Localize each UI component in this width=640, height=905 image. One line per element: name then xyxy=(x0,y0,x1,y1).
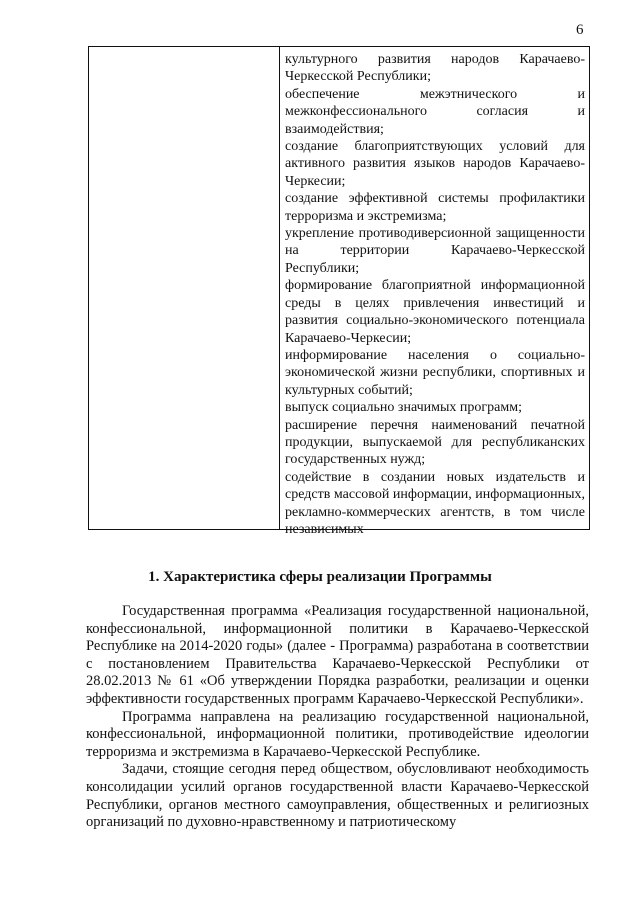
section-title: 1. Характеристика сферы реализации Программы xyxy=(148,569,492,585)
list-item: расширение перечня наименований печатной продукции, выпускаемой для республиканских государственных нужд; xyxy=(285,417,585,468)
section-body xyxy=(86,603,589,832)
list-item: обеспечение межэтнического и межконфессионального согласия и взаимодействия; xyxy=(285,86,585,137)
list-item: укрепление противодиверсионной защищенности на территории Карачаево-Черкесской Республики; xyxy=(285,226,585,276)
list-item: выпуск социально значимых программ; xyxy=(285,400,522,416)
table-left-cell xyxy=(89,47,279,529)
list-item: формирование благоприятной информационной среды в целях привлечения инвестиций и развития социально-экономического потенциала Карачаево-Черкесии; xyxy=(285,278,585,346)
list-item: создание благоприятствующих условий для активного развития языков народов Карачаево-Черкесии; xyxy=(285,139,585,189)
paragraph: Программа направлена на реализацию государственной национальной, конфессиональной, информационной политики, противодействие идеологии терроризма и экстремизма в Карачаево-Черкесской Республике. xyxy=(86,708,589,760)
list-item: содействие в создании новых издательств и средств массовой информации, информационных, рекламно-коммерческих агентств, в том числе независимых xyxy=(285,469,585,537)
program-passport-table xyxy=(88,46,590,537)
paragraph: Задачи, стоящие сегодня перед обществом, обусловливают необходимость консолидации усилий органов государственной власти Карачаево-Черкесской Республики, органов местного самоуправления, общественных и религиозных организаций по духовно-нравственному и патриотическому xyxy=(86,761,589,831)
page-number: 6 xyxy=(576,22,584,38)
list-item: информирование населения о социально-экономической жизни республики, спортивных и культурных событий; xyxy=(285,347,585,398)
list-item: культурного развития народов Карачаево-Черкесской Республики; xyxy=(285,52,585,85)
table-right-cell xyxy=(285,51,585,538)
paragraph: Государственная программа «Реализация государственной национальной, конфессиональной, информационной политики в Карачаево-Черкесской Республике на 2014-2020 годы» (далее - Программа) разработана в соответствии с постановлением Правительства Карачаево-Черкесской Республики от 28.02.2013 № 61 «Об утверждении Порядка разработки, реализации и оценки эффективности государственных программ Карачаево-Черкесской Республики». xyxy=(86,603,589,707)
table-column-divider xyxy=(279,47,280,529)
list-item: создание эффективной системы профилактики терроризма и экстремизма; xyxy=(285,191,585,224)
